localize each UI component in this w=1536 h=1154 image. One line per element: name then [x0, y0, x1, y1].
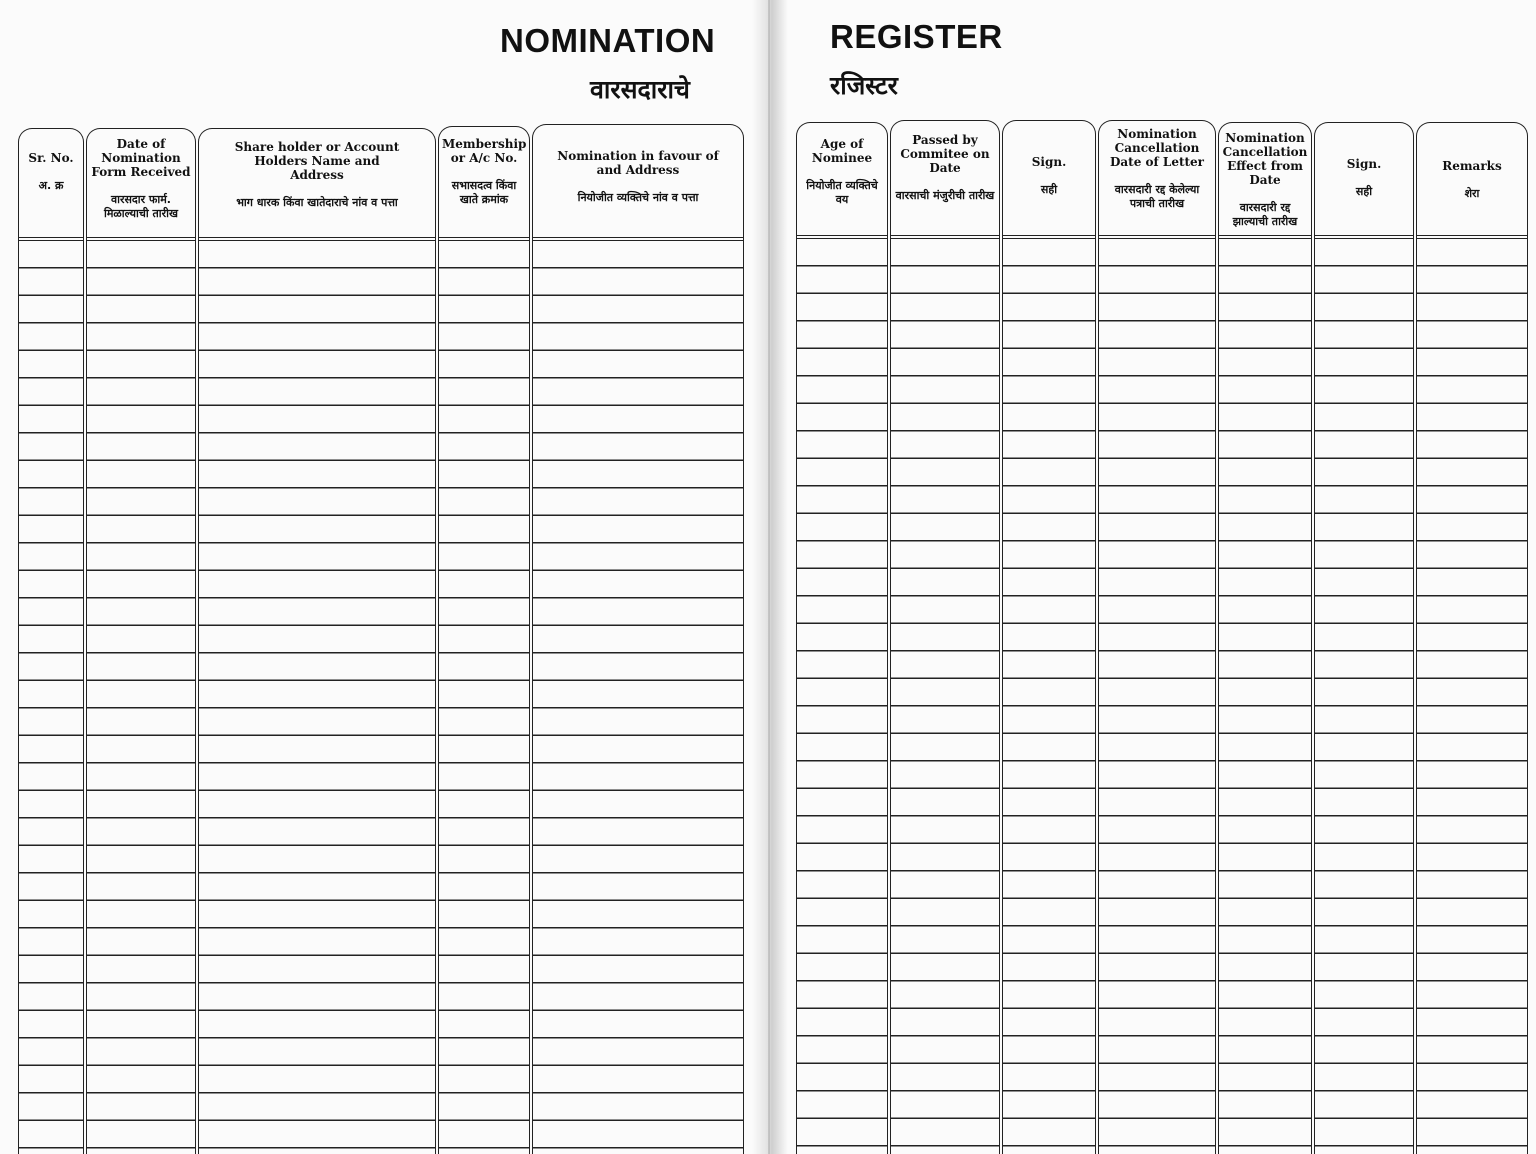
column-cancellation-effect-date: [1218, 122, 1312, 1154]
table-rows: [439, 237, 529, 1154]
page-title-left: NOMINATION: [500, 22, 716, 59]
table-rows: [19, 237, 83, 1154]
column-header-en: Sr. No.: [28, 151, 74, 165]
column-header-en: Passed by Commitee on Date: [900, 133, 990, 175]
column-header-en: Nomination Cancellation Effect from Date: [1222, 131, 1308, 187]
column-header-en: Sign.: [1346, 157, 1382, 171]
column-sign-1: [1002, 120, 1096, 1154]
column-header-mr: नियोजीत व्यक्तिचे नांव व पत्ता: [577, 191, 699, 204]
column-membership-no: [438, 126, 530, 1154]
table-rows: [199, 237, 435, 1154]
column-header-mr: भाग धारक किंवा खातेदाराचे नांव व पत्ता: [236, 196, 398, 209]
column-header-en: Date of Nomination Form Received: [91, 137, 191, 179]
column-header-en: Nomination in favour of and Address: [557, 149, 719, 177]
column-header-mr: शेरा: [1464, 187, 1480, 200]
table-rows: [1219, 235, 1311, 1154]
column-header-en: Nomination Cancellation Date of Letter: [1110, 127, 1204, 169]
column-header: [1315, 123, 1413, 235]
column-header-en: Age of Nominee: [811, 137, 873, 165]
column-holder-name-address: [198, 128, 436, 1154]
column-header: [1219, 123, 1311, 235]
column-age-of-nominee: [796, 122, 888, 1154]
column-nominee-name-address: [532, 124, 744, 1154]
table-rows: [533, 237, 743, 1154]
column-header-mr: वारसदारी रद्द झाल्याची तारीख: [1232, 201, 1298, 228]
column-sign-2: [1314, 122, 1414, 1154]
column-sr-no: [18, 128, 84, 1154]
column-header: [797, 123, 887, 235]
column-header-en: Sign.: [1031, 155, 1067, 169]
table-rows: [1003, 235, 1095, 1154]
column-header: [533, 125, 743, 237]
column-header-en: Share holder or Account Holders Name and Address: [234, 140, 400, 182]
page-subtitle-left: वारसदाराचे: [590, 75, 690, 104]
page-subtitle-right: रजिस्टर: [830, 71, 898, 100]
column-header-mr: सही: [1355, 185, 1373, 198]
column-header-mr: नियोजीत व्यक्तिचे वय: [806, 179, 878, 206]
column-header-mr: सही: [1040, 183, 1058, 196]
column-header: [1003, 121, 1095, 235]
column-header-mr: सभासदत्व किंवा खाते क्रमांक: [451, 179, 517, 206]
column-header: [1099, 121, 1215, 235]
table-rows: [797, 235, 887, 1154]
page-title-right: REGISTER: [830, 18, 1003, 55]
column-header-mr: वारसदारी रद्द केलेल्या पत्राची तारीख: [1114, 183, 1200, 210]
column-header: [1417, 123, 1527, 235]
column-header-mr: वारसाची मंजुरीची तारीख: [895, 189, 995, 202]
column-header-en: Membership or A/c No.: [442, 137, 527, 165]
column-header: [19, 129, 83, 237]
table-rows: [87, 237, 195, 1154]
right-page: [770, 0, 1536, 1154]
table-rows: [891, 235, 999, 1154]
column-header: [199, 129, 435, 237]
column-header: [891, 121, 999, 235]
column-cancellation-letter-date: [1098, 120, 1216, 1154]
column-passed-by-committee: [890, 120, 1000, 1154]
table-rows: [1417, 235, 1527, 1154]
column-header-mr: वारसदार फार्म. मिळाल्याची तारीख: [103, 193, 179, 220]
column-header-en: Remarks: [1442, 159, 1502, 173]
table-rows: [1315, 235, 1413, 1154]
column-header: [87, 129, 195, 237]
column-header-mr: अ. क्र: [38, 179, 64, 192]
column-header: [439, 127, 529, 237]
table-rows: [1099, 235, 1215, 1154]
column-date-received: [86, 128, 196, 1154]
column-remarks: [1416, 122, 1528, 1154]
